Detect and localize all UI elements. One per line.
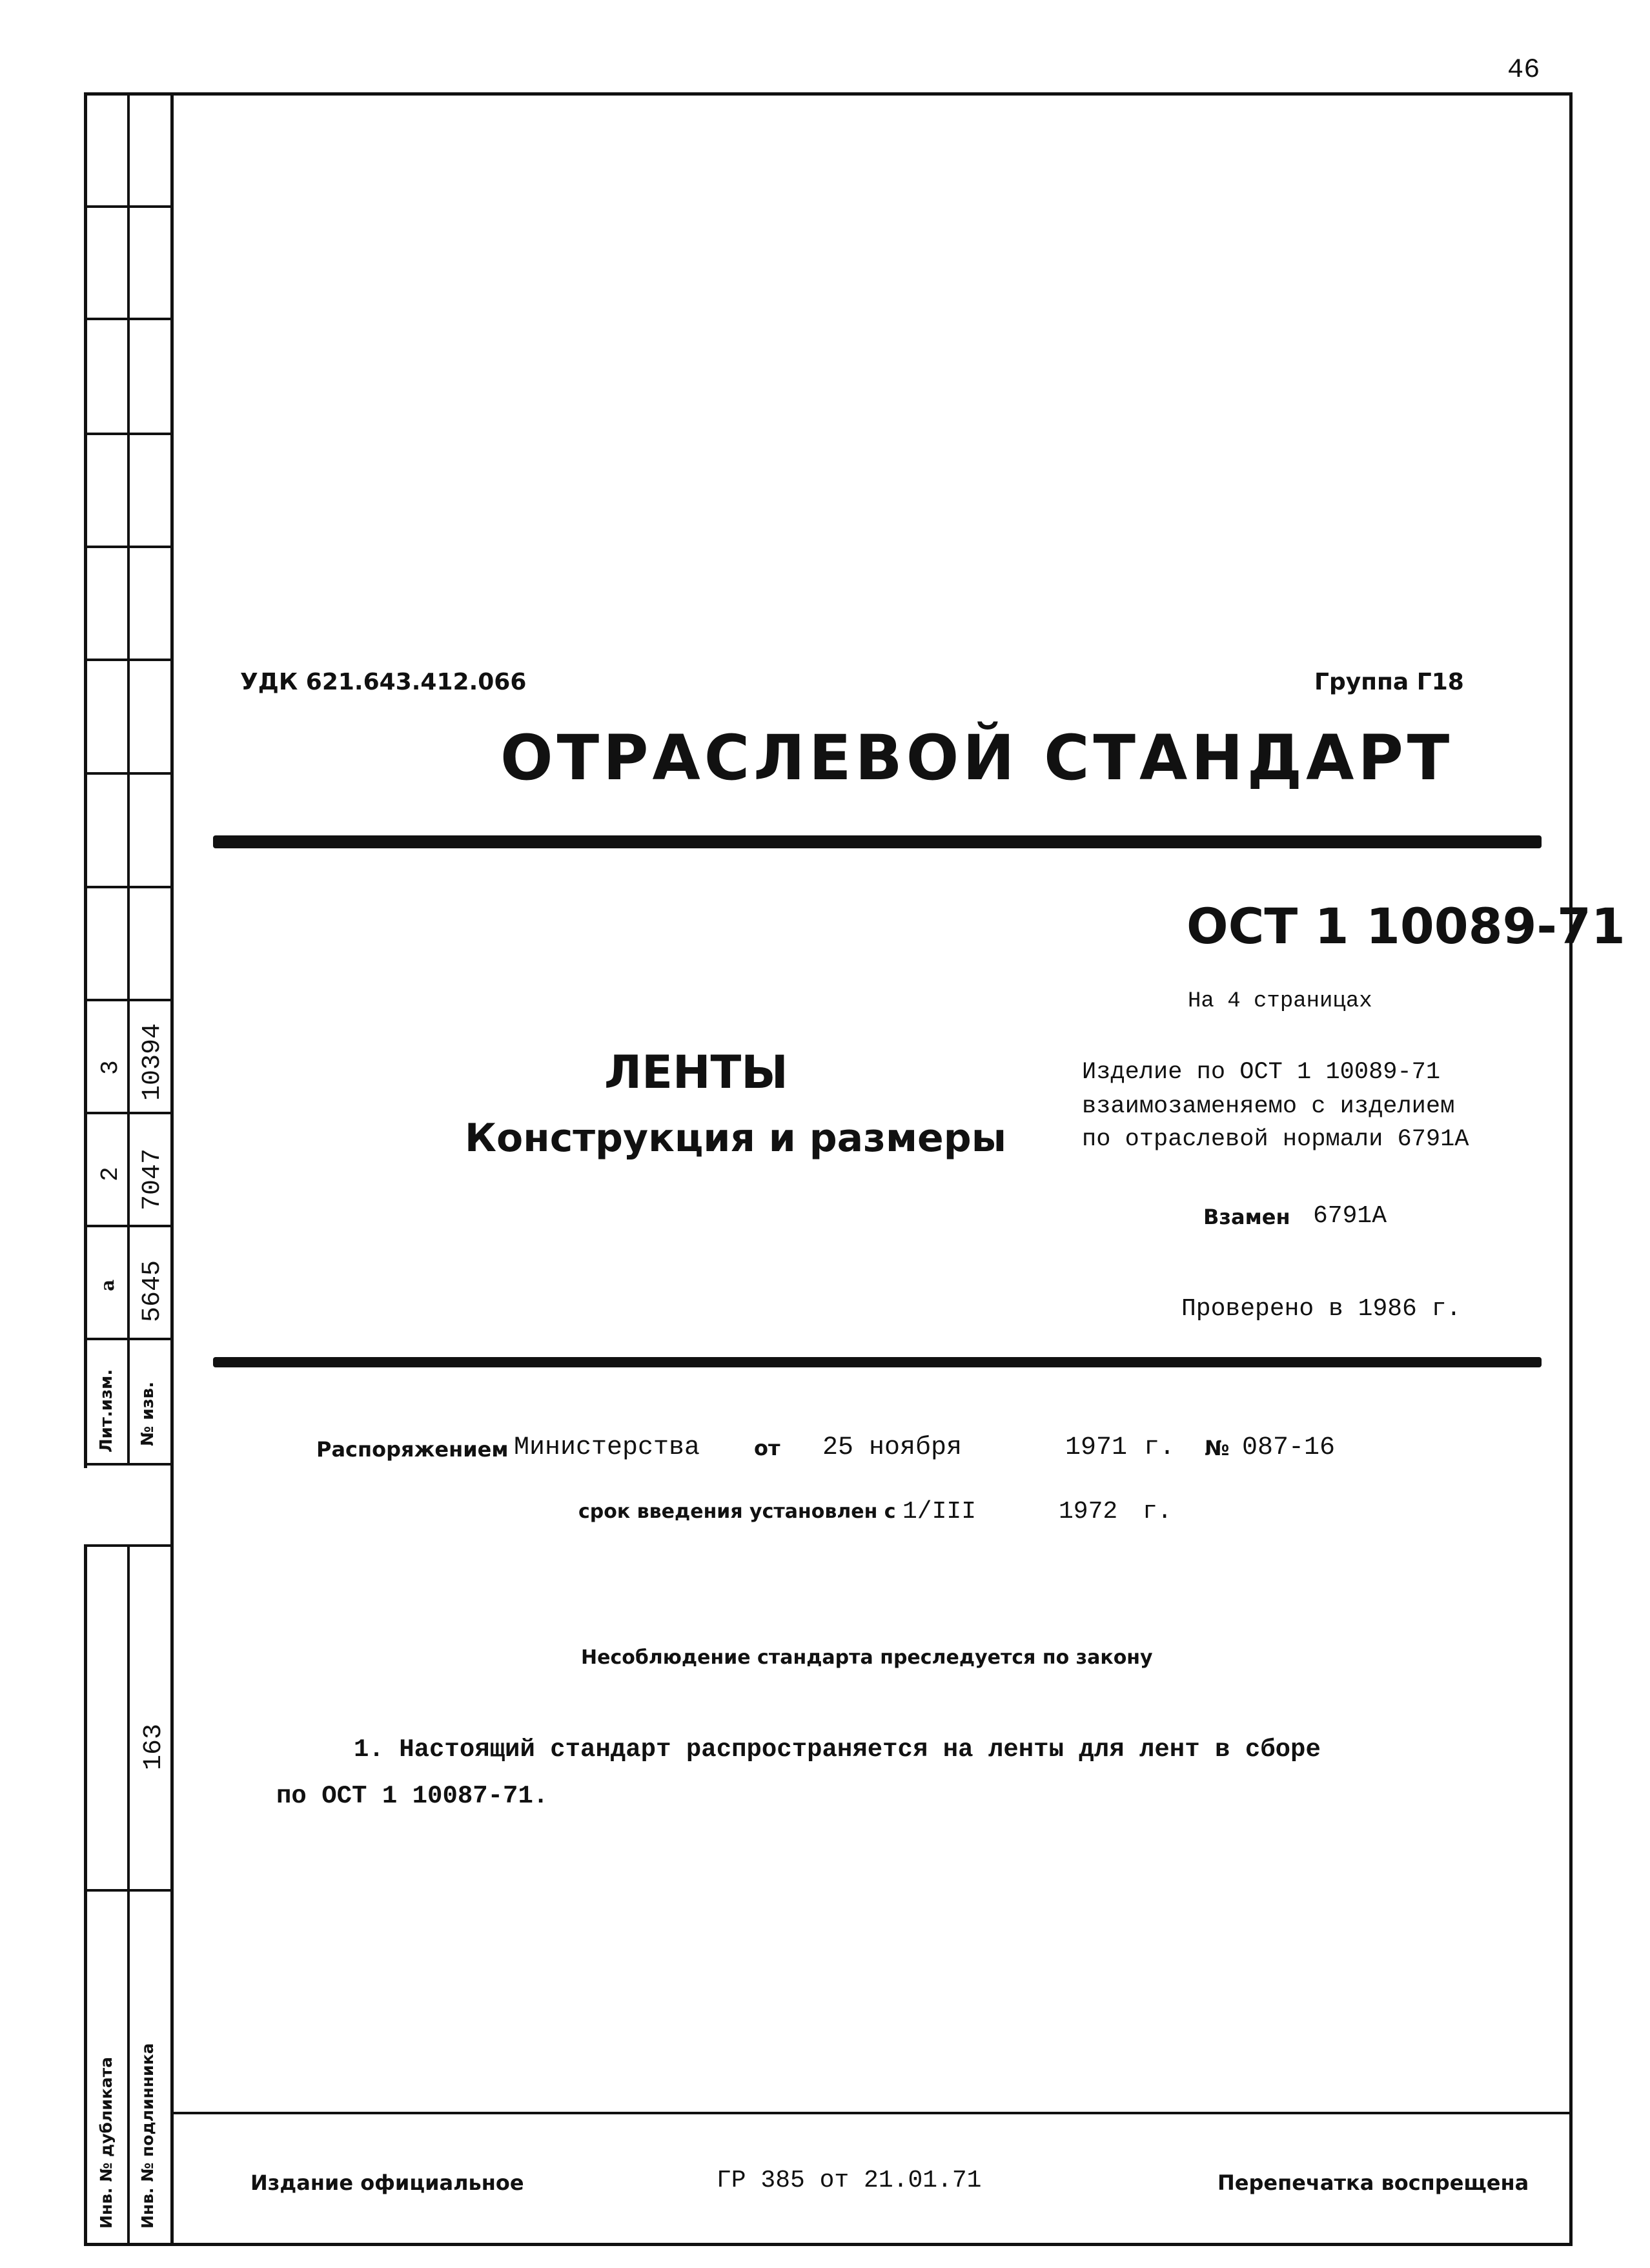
order-no-label: №	[1205, 1436, 1230, 1460]
strip-h10	[84, 1225, 174, 1227]
intro-year: 1972	[1059, 1498, 1118, 1526]
strip-h2	[84, 318, 174, 320]
strip-h11	[84, 1338, 174, 1340]
change-doc-5645: 5645	[138, 1260, 167, 1322]
strip-h1	[84, 205, 174, 208]
strip-h9	[84, 1112, 174, 1114]
strip-h13	[84, 1544, 174, 1547]
strip-divider-upper	[127, 92, 130, 1465]
strip-h8	[84, 999, 174, 1001]
strip-gap	[81, 1468, 89, 1544]
order-year: 1971	[1065, 1433, 1128, 1462]
strip-divider-lower	[127, 1547, 130, 2246]
pages-count: На 4 страницах	[1188, 989, 1372, 1014]
order-g: г.	[1144, 1433, 1176, 1462]
frame-margin	[170, 92, 174, 2246]
change-lit-3: 3	[97, 1060, 125, 1075]
paragraph1-line1: 1. Настоящий стандарт распространяется на ленты для лент в сборе	[354, 1735, 1321, 1764]
change-doc-7047: 7047	[138, 1148, 167, 1211]
order-number: 087-16	[1242, 1433, 1336, 1462]
frame-top	[84, 92, 1573, 96]
page-number: 46	[1507, 54, 1540, 85]
change-lit-2: 2	[97, 1167, 125, 1181]
order-date: 25 ноября	[822, 1433, 962, 1462]
replaces-label: Взамен	[1203, 1205, 1290, 1229]
strip-h12	[84, 1463, 174, 1466]
paragraph1-line2: по ОСТ 1 10087-71.	[276, 1782, 549, 1810]
inv-original-label: Инв. № подлинника	[138, 2043, 157, 2229]
top-rule	[213, 835, 1542, 848]
change-lit-a: а	[97, 1279, 118, 1291]
lit-header: Лит.изм.	[97, 1369, 116, 1453]
replaces-value: 6791А	[1313, 1202, 1387, 1230]
strip-h5	[84, 659, 174, 661]
change-doc-10394: 10394	[138, 1023, 167, 1101]
order-ministry: Министерства	[514, 1433, 700, 1462]
strip-h4	[84, 546, 174, 548]
strip-h3	[84, 433, 174, 435]
frame-left	[84, 92, 87, 2246]
inv-duplicate-label: Инв. № дубликата	[97, 2057, 116, 2229]
checked-note: Проверено в 1986 г.	[1181, 1295, 1462, 1323]
standard-number: ОСТ 1 10089-71	[1187, 897, 1625, 955]
intro-date: 1/III	[902, 1498, 977, 1526]
strip-h14	[84, 1889, 174, 1892]
inv-original-value: 163	[139, 1723, 168, 1770]
intro-label: срок введения установлен с	[578, 1500, 896, 1523]
intro-g: г.	[1143, 1498, 1172, 1526]
header-title: ОТРАСЛЕВОЙ СТАНДАРТ	[500, 722, 1454, 794]
bottom-rule	[213, 1357, 1542, 1367]
doc-subtitle: Конструкция и размеры	[465, 1116, 1006, 1161]
footer-reprint: Перепечатка воспрещена	[1217, 2171, 1529, 2195]
doc-header: № изв.	[138, 1382, 158, 1446]
footer-edition: Издание официальное	[250, 2171, 524, 2195]
doc-title: ЛЕНТЫ	[604, 1046, 788, 1099]
frame-right	[1569, 92, 1573, 2246]
order-label: Распоряжением	[316, 1437, 509, 1462]
footer-separator	[170, 2112, 1573, 2114]
interchange-line1: Изделие по ОСТ 1 10089-71	[1082, 1059, 1441, 1086]
interchange-line2: взаимозаменяемо с изделием	[1082, 1093, 1455, 1120]
udk-code: УДК 621.643.412.066	[240, 669, 527, 695]
legal-warning: Несоблюдение стандарта преследуется по закону	[581, 1646, 1153, 1669]
interchange-line3: по отраслевой нормали 6791А	[1082, 1126, 1469, 1153]
order-from: от	[754, 1436, 780, 1460]
frame-bottom	[84, 2243, 1573, 2246]
footer-registration: ГР 385 от 21.01.71	[717, 2167, 982, 2194]
group-code: Группа Г18	[1314, 669, 1464, 695]
strip-h6	[84, 772, 174, 775]
strip-h7	[84, 886, 174, 888]
